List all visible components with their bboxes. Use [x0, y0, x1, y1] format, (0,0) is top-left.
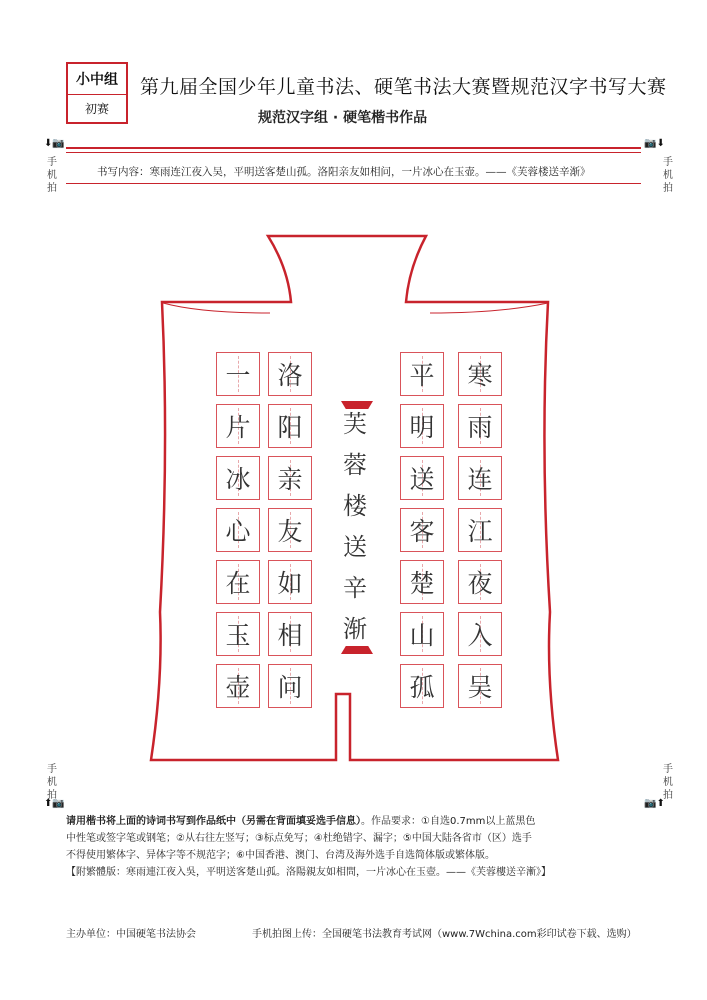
grid-cell: [216, 612, 260, 656]
grid-character: 片: [225, 413, 251, 442]
grid-cell: [458, 352, 502, 396]
badge-round-label: 初赛: [84, 102, 109, 116]
grid-character: 寒: [467, 361, 493, 390]
grid-cell: [400, 560, 444, 604]
instructions-lead: 请用楷书将上面的诗词书写到作品纸中（另需在背面填妥选手信息）: [66, 816, 361, 827]
grid-character: 客: [409, 517, 435, 546]
grid-character: 山: [409, 621, 435, 650]
upload-info: 手机拍图上传：全国硬笔书法教育考试网（www.7Wchina.com彩印试卷下载、选购）: [252, 929, 637, 940]
grid-cell: [268, 404, 312, 448]
grid-character: 如: [277, 569, 303, 598]
badge-division-label: 小中组: [68, 64, 126, 95]
grid-character: 江: [467, 517, 493, 546]
photo-marker-bottom-left: ⬆📷: [44, 798, 65, 809]
grid-character: 阳: [277, 413, 303, 442]
grid-cell: [458, 612, 502, 656]
grid-character: 问: [277, 673, 303, 702]
grid-character: 夜: [467, 569, 493, 598]
grid-character: 玉: [225, 621, 251, 650]
page-title: 第九届全国少年儿童书法、硬笔书法大赛暨规范汉字书写大赛: [140, 76, 667, 98]
grid-cell: [216, 456, 260, 500]
photo-hint-bottom-left: 手机拍: [47, 764, 57, 801]
photo-marker-top-right: 📷⬇: [644, 138, 665, 149]
grid-character: 相: [277, 621, 303, 650]
grid-cell: [400, 352, 444, 396]
photo-hint-top-left: 手机拍: [47, 157, 57, 194]
grid-character: 心: [225, 517, 251, 546]
grid-cell: [458, 456, 502, 500]
grid-character: 一: [225, 361, 251, 390]
grid-cell: [216, 664, 260, 708]
grid-character: 在: [225, 569, 251, 598]
photo-hint-bottom-right: 手机拍: [663, 764, 673, 801]
grid-cell: [268, 664, 312, 708]
grid-character: 雨: [467, 413, 493, 442]
grid-character: 洛: [277, 361, 303, 390]
grid-character: 吴: [467, 673, 493, 702]
grid-cell: [268, 508, 312, 552]
instructions-traditional: 【附繁體版：寒雨連江夜入吳，平明送客楚山孤。洛陽親友如相問，一片冰心在玉壺。——《芙蓉樓送辛漸》】: [66, 867, 551, 878]
grid-cell: [400, 664, 444, 708]
grid-cell: [400, 508, 444, 552]
instructions-line-2: 中性笔或签字笔或钢笔；②从右往左竖写；③标点免写；④杜绝错字、漏字；⑤中国大陆各省市（区）选手: [66, 833, 532, 844]
grid-cell: [458, 664, 502, 708]
grid-cell: [400, 404, 444, 448]
grid-character: 孤: [409, 673, 435, 702]
instructions-line-3: 不得使用繁体字、异体字等不规范字；⑥中国香港、澳门、台湾及海外选手自选简体版或繁体版。: [66, 850, 495, 861]
grid-cell: [268, 352, 312, 396]
grid-cell: [216, 352, 260, 396]
grid-cell: [216, 404, 260, 448]
instructions-line-1: [66, 813, 642, 830]
grid-character: 送: [409, 465, 435, 494]
grid-character: 平: [409, 361, 435, 390]
grid-cell: [216, 508, 260, 552]
photo-marker-bottom-right: 📷⬆: [644, 798, 665, 809]
instructions-requirements: 。作品要求：①自选0.7mm以上蓝黑色: [361, 816, 536, 827]
grid-character: 冰: [225, 465, 251, 494]
writing-content-text: 寒雨连江夜入吴，平明送客楚山孤。洛阳亲友如相问，一片冰心在玉壶。——《芙蓉楼送辛渐》: [149, 166, 591, 178]
grid-character: 楚: [409, 569, 435, 598]
grid-character: 明: [409, 413, 435, 442]
grid-cell: [216, 560, 260, 604]
grid-character: 壶: [225, 673, 251, 702]
grid-cell: [268, 560, 312, 604]
grid-character: 入: [467, 621, 493, 650]
instructions: [66, 813, 642, 881]
grid-cell: [458, 560, 502, 604]
poem-title: 芙蓉楼送辛渐: [343, 410, 367, 643]
writing-content-label: 书写内容：: [97, 166, 150, 178]
photo-hint-top-right: 手机拍: [663, 157, 673, 194]
page-subtitle: 规范汉字组 · 硬笔楷书作品: [258, 110, 428, 126]
grid-character: 连: [467, 465, 493, 494]
grid-cell: [268, 456, 312, 500]
grid-character: 友: [277, 517, 303, 546]
grid-cell: [400, 456, 444, 500]
grid-cell: [458, 508, 502, 552]
grid-cell: [268, 612, 312, 656]
grid-character: 亲: [277, 465, 303, 494]
organizer: 主办单位：中国硬笔书法协会: [66, 929, 196, 940]
grid-cell: [458, 404, 502, 448]
grid-cell: [400, 612, 444, 656]
photo-marker-top-left: ⬇📷: [44, 138, 65, 149]
